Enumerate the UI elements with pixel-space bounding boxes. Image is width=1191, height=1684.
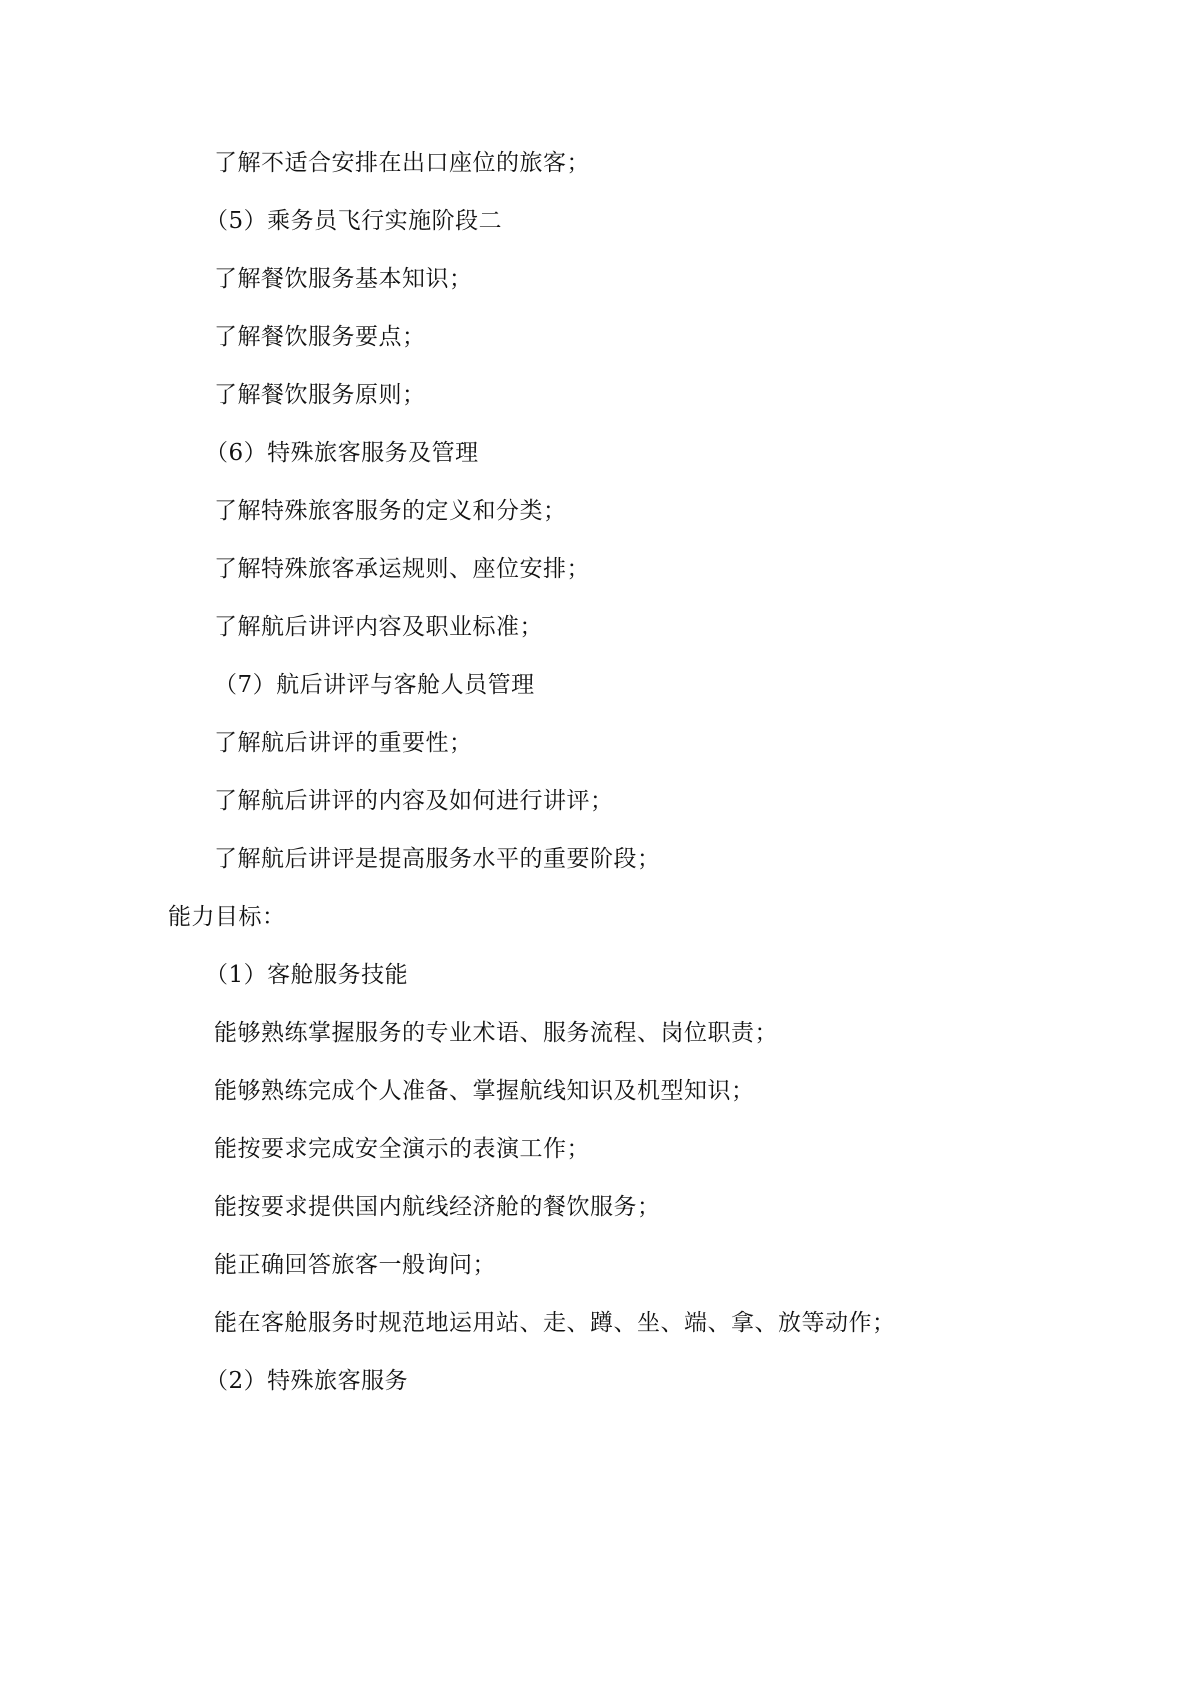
text-line: 能按要求完成安全演示的表演工作； bbox=[214, 1136, 590, 1162]
text-line: 能按要求提供国内航线经济舱的餐饮服务； bbox=[214, 1194, 661, 1220]
text-line: 了解特殊旅客服务的定义和分类； bbox=[214, 498, 567, 524]
text-line: 了解餐饮服务要点； bbox=[214, 324, 426, 350]
section-heading: （7）航后讲评与客舱人员管理 bbox=[214, 672, 535, 698]
text-line: 能够熟练完成个人准备、掌握航线知识及机型知识； bbox=[214, 1078, 755, 1104]
text-line: 了解餐饮服务基本知识； bbox=[214, 266, 473, 292]
text-line: 了解航后讲评的内容及如何进行讲评； bbox=[214, 788, 614, 814]
text-line: 了解航后讲评是提高服务水平的重要阶段； bbox=[214, 846, 661, 872]
section-heading: （2）特殊旅客服务 bbox=[205, 1368, 409, 1394]
section-heading: （6）特殊旅客服务及管理 bbox=[205, 440, 479, 466]
objective-heading: 能力目标： bbox=[168, 904, 286, 930]
text-line: 了解航后讲评的重要性； bbox=[214, 730, 473, 756]
section-heading: （5）乘务员飞行实施阶段二 bbox=[205, 208, 503, 234]
text-line: 能在客舱服务时规范地运用站、走、蹲、坐、端、拿、放等动作； bbox=[214, 1310, 896, 1336]
text-line: 了解特殊旅客承运规则、座位安排； bbox=[214, 556, 590, 582]
text-line: 了解航后讲评内容及职业标准； bbox=[214, 614, 543, 640]
text-line: 了解餐饮服务原则； bbox=[214, 382, 426, 408]
text-line: 了解不适合安排在出口座位的旅客； bbox=[214, 150, 590, 176]
text-line: 能够熟练掌握服务的专业术语、服务流程、岗位职责； bbox=[214, 1020, 778, 1046]
section-heading: （1）客舱服务技能 bbox=[205, 962, 409, 988]
text-line: 能正确回答旅客一般询问； bbox=[214, 1252, 496, 1278]
